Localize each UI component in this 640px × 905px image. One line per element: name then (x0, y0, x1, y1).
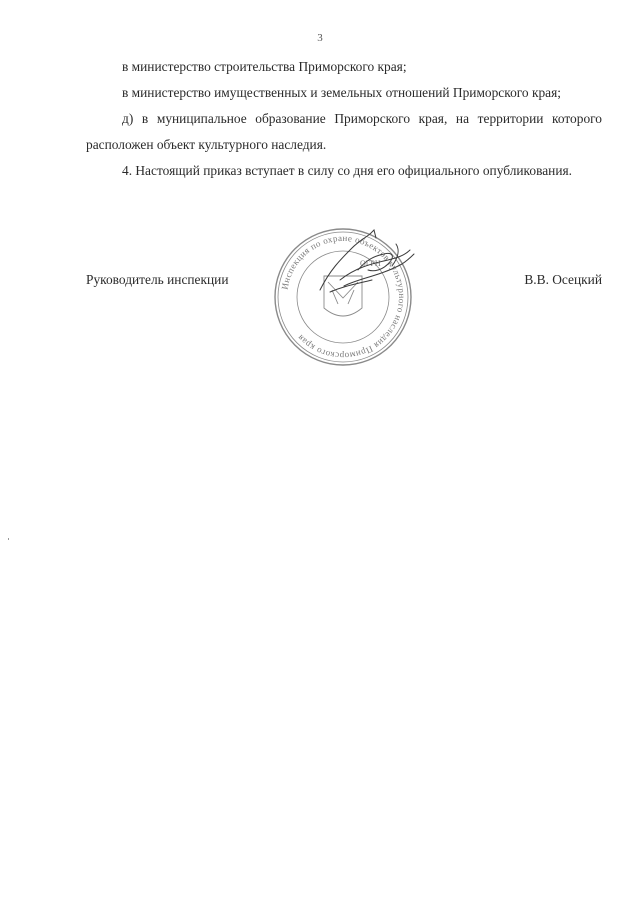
seal-outer-text: Инспекция по охране объектов культурного наследия Приморского края (279, 232, 408, 362)
paragraph: 4. Настоящий приказ вступает в силу со дня его официального опубликования. (122, 163, 572, 178)
seal-inner-text: ОГРН (360, 259, 381, 268)
handwritten-signature (300, 220, 420, 300)
paragraph: д) в муниципальное образование Приморского края, на территории которого расположен объект культурного наследия. (86, 111, 602, 152)
paragraph: в министерство строительства Приморского края; (122, 59, 407, 74)
signatory-name: В.В. Осецкий (524, 272, 602, 287)
page-number: 3 (317, 32, 323, 44)
body-text (86, 54, 602, 184)
scan-artifact (8, 538, 9, 540)
signatory-title: Руководитель инспекции (86, 272, 229, 287)
paragraph: в министерство имущественных и земельных отношений Приморского края; (122, 85, 562, 100)
